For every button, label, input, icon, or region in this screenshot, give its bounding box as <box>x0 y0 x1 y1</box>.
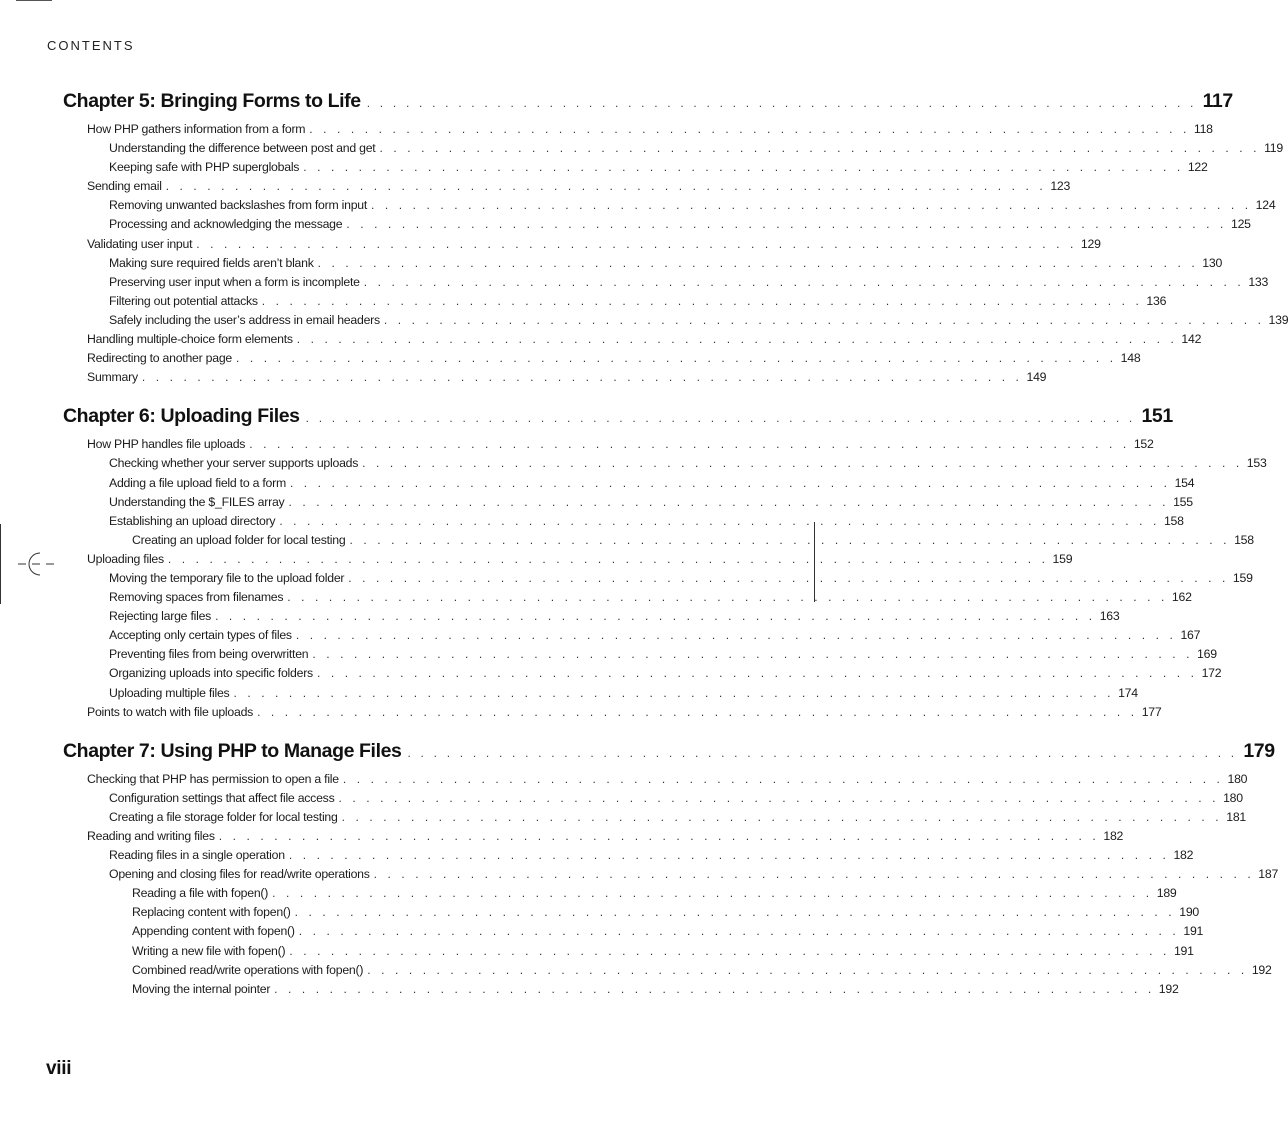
entry-title: Redirecting to another page <box>87 351 233 366</box>
entry-title: Handling multiple-choice form elements <box>87 332 293 347</box>
toc-entry <box>63 531 1254 550</box>
dot-leader: . . . . . . . . . . . . . . . . . . . . . . . . . . . . . . . . . . . . . . . . . . . . . . . . . . . . . . . . . . . . . . . . <box>303 160 1184 175</box>
dot-leader: . . . . . . . . . . . . . . . . . . . . . . . . . . . . . . . . . . . . . . . . . . . . . . . . . . . . . . . . . . . . . . . . <box>288 494 1170 509</box>
entry-title: Removing unwanted backslashes from form input <box>109 198 368 213</box>
entry-title: Understanding the $_FILES array <box>109 494 285 509</box>
toc-entry <box>63 254 1223 273</box>
dot-leader: . . . . . . . . . . . . . . . . . . . . . . . . . . . . . . . . . . . . . . . . . . . . . . . . . . . . . . . . . . . . . . . . <box>289 475 1171 490</box>
chapter-title: Chapter 5: Bringing Forms to Life <box>63 90 361 112</box>
dot-leader: . . . . . . . . . . . . . . . . . . . . . . . . . . . . . . . . . . . . . . . . . . . . . . . . . . . . . . . . . . . . . . . . <box>296 332 1178 347</box>
toc-entry <box>63 846 1194 865</box>
dot-leader: . . . . . . . . . . . . . . . . . . . . . . . . . . . . . . . . . . . . . . . . . . . . . . . . . . . . . . . . . . . . . . . . <box>288 848 1170 863</box>
entry-page-number: 153 <box>1246 456 1267 471</box>
entry-page-number: 158 <box>1234 532 1254 547</box>
entry-title: Making sure required fields aren’t blank <box>109 255 314 270</box>
entry-title: Organizing uploads into specific folders <box>109 666 313 681</box>
entry-title: Removing spaces from filenames <box>109 590 284 605</box>
dot-leader: . . . . . . . . . . . . . . . . . . . . . . . . . . . . . . . . . . . . . . . . . . . . . . . . . . . . . . . . . . . . . . . . <box>272 886 1153 901</box>
entry-page-number: 149 <box>1026 370 1047 385</box>
entry-page-number: 129 <box>1080 236 1101 251</box>
entry-page-number: 158 <box>1163 513 1184 528</box>
toc-entry <box>63 903 1200 922</box>
toc-entry <box>63 512 1184 531</box>
toc-entry <box>63 139 1283 158</box>
entry-page-number: 167 <box>1180 628 1201 643</box>
toc-entry <box>63 664 1222 683</box>
dot-leader: . . . . . . . . . . . . . . . . . . . . . . . . . . . . . . . . . . . . . . . . . . . . . . . . . . . . . . . . . . . . . . . . <box>407 745 1238 760</box>
toc-entry <box>63 435 1154 454</box>
toc-entry <box>63 454 1267 473</box>
entry-title: Checking whether your server supports uploads <box>109 456 359 471</box>
dot-leader: . . . . . . . . . . . . . . . . . . . . . . . . . . . . . . . . . . . . . . . . . . . . . . . . . . . . . . . . . . . . . . . . <box>141 370 1023 385</box>
toc-entry <box>63 808 1247 827</box>
toc-entry <box>63 684 1138 703</box>
entry-title: How PHP gathers information from a form <box>87 122 306 136</box>
entry-title: Creating an upload folder for local testing <box>132 532 346 547</box>
entry-page-number: 152 <box>1133 437 1154 452</box>
dot-leader: . . . . . . . . . . . . . . . . . . . . . . . . . . . . . . . . . . . . . . . . . . . . . . . . . . . . . . . . . . . . . . . . <box>218 829 1100 843</box>
entry-title: Rejecting large files <box>109 609 212 624</box>
entry-title: Points to watch with file uploads <box>87 704 254 719</box>
entry-title: Uploading multiple files <box>109 685 230 700</box>
entry-title: Understanding the difference between post and get <box>109 141 376 156</box>
toc-entry <box>63 703 1162 722</box>
toc-entry <box>63 215 1251 234</box>
toc-entry <box>63 865 1279 884</box>
entry-title: Filtering out potential attacks <box>109 293 258 308</box>
toc-entry <box>63 273 1269 292</box>
entry-page-number: 174 <box>1118 685 1138 700</box>
toc-entry <box>63 120 1213 139</box>
entry-page-number: 159 <box>1232 570 1253 585</box>
entry-page-number: 172 <box>1201 666 1222 681</box>
toc-entry <box>63 235 1101 254</box>
entry-page-number: 148 <box>1120 351 1141 366</box>
entry-title: Safely including the user’s address in email headers <box>109 312 380 327</box>
toc-entry <box>63 789 1243 808</box>
entry-page-number: 191 <box>1173 943 1194 958</box>
toc-entry <box>63 493 1193 512</box>
entry-page-number: 125 <box>1230 217 1251 232</box>
dot-leader: . . . . . . . . . . . . . . . . . . . . . . . . . . . . . . . . . . . . . . . . . . . . . . . . . . . . . . . . . . . . . . . . <box>298 924 1180 939</box>
toc-entry <box>63 961 1272 980</box>
entry-title: Appending content with fopen() <box>132 924 295 939</box>
chapter-title: Chapter 7: Using PHP to Manage Files <box>63 739 402 762</box>
chapter-block <box>63 401 1267 721</box>
toc-entry <box>63 884 1177 903</box>
dot-leader: . . . . . . . . . . . . . . . . . . . . . . . . . . . . . . . . . . . . . . . . . . . . . . . . . . . . . . . . . . . . . . . . <box>233 685 1115 700</box>
entry-page-number: 155 <box>1173 494 1193 509</box>
entry-title: Establishing an upload directory <box>109 513 276 528</box>
left-margin-rule <box>0 524 1 604</box>
dot-leader: . . . . . . . . . . . . . . . . . . . . . . . . . . . . . . . . . . . . . . . . . . . . . . . . . . . . . . . . . . . . . . . . <box>236 351 1117 366</box>
entry-page-number: 182 <box>1103 829 1124 843</box>
entry-list <box>63 770 1279 999</box>
toc-entry <box>63 588 1192 607</box>
dot-leader: . . . . . . . . . . . . . . . . . . . . . . . . . . . . . . . . . . . . . . . . . . . . . . . . . . . . . . . . . . . . . . . . <box>316 666 1198 681</box>
entry-title: Keeping safe with PHP superglobals <box>109 160 300 175</box>
entry-title: Moving the temporary file to the upload folder <box>109 570 345 585</box>
chapter-block <box>63 86 1288 387</box>
dot-leader: . . . . . . . . . . . . . . . . . . . . . . . . . . . . . . . . . . . . . . . . . . . . . . . . . . . . . . . . . . . . . . . . <box>383 312 1265 327</box>
entry-title: Reading files in a single operation <box>109 848 285 863</box>
chapter-page-number: 151 <box>1141 405 1173 428</box>
entry-title: Validating user input <box>87 236 193 251</box>
entry-title: Preventing files from being overwritten <box>109 647 309 662</box>
dot-leader: . . . . . . . . . . . . . . . . . . . . . . . . . . . . . . . . . . . . . . . . . . . . . . . . . . . . . . . . . . . . . . . . <box>312 647 1194 662</box>
entry-page-number: 154 <box>1174 475 1195 490</box>
toc-entry <box>63 196 1276 215</box>
toc-entry <box>63 292 1167 311</box>
dot-leader: . . . . . . . . . . . . . . . . . . . . . . . . . . . . . . . . . . . . . . . . . . . . . . . . . . . . . . . . . . . . . . . . <box>261 293 1143 308</box>
entry-page-number: 124 <box>1255 198 1276 213</box>
entry-title: Writing a new file with fopen() <box>132 943 286 958</box>
chapter-page-number: 117 <box>1202 90 1233 112</box>
toc-entry <box>63 569 1253 588</box>
entry-title: Uploading files <box>87 551 164 566</box>
dot-leader: . . . . . . . . . . . . . . . . . . . . . . . . . . . . . . . . . . . . . . . . . . . . . . . . . . . . . . . . . . . . . . . . <box>215 609 1096 624</box>
entry-title: Processing and acknowledging the message <box>109 217 343 232</box>
running-head: CONTENTS <box>47 38 135 53</box>
entry-title: Adding a file upload field to a form <box>109 475 286 490</box>
dot-leader: . . . . . . . . . . . . . . . . . . . . . . . . . . . . . . . . . . . . . . . . . . . . . . . . . . . . . . . . . . . . . . . . <box>294 905 1176 920</box>
toc-entry <box>63 550 1073 569</box>
entry-title: Reading a file with fopen() <box>132 886 269 901</box>
table-of-contents <box>63 86 1288 999</box>
dot-leader: . . . . . . . . . . . . . . . . . . . . . . . . . . . . . . . . . . . . . . . . . . . . . . . . . . . . . . . . . . . . . . . . <box>305 411 1136 426</box>
toc-entry <box>63 368 1047 387</box>
dot-leader: . . . . . . . . . . . . . . . . . . . . . . . . . . . . . . . . . . . . . . . . . . . . . . . . . . . . . . . . . . . . . . . . <box>309 122 1190 136</box>
dot-leader: . . . . . . . . . . . . . . . . . . . . . . . . . . . . . . . . . . . . . . . . . . . . . . . . . . . . . . . . . . . . . . . . <box>371 198 1252 213</box>
entry-page-number: 180 <box>1227 771 1248 786</box>
entry-title: Sending email <box>87 179 162 194</box>
dot-leader: . . . . . . . . . . . . . . . . . . . . . . . . . . . . . . . . . . . . . . . . . . . . . . . . . . . . . . . . . . . . . . . . <box>346 217 1227 232</box>
entry-page-number: 133 <box>1248 274 1269 289</box>
dot-leader: . . . . . . . . . . . . . . . . . . . . . . . . . . . . . . . . . . . . . . . . . . . . . . . . . . . . . . . . . . . . . . . . <box>338 790 1220 805</box>
chapter-heading <box>63 86 1233 116</box>
dot-leader: . . . . . . . . . . . . . . . . . . . . . . . . . . . . . . . . . . . . . . . . . . . . . . . . . . . . . . . . . . . . . . . . <box>341 809 1223 824</box>
entry-title: Replacing content with fopen() <box>132 905 291 920</box>
entry-page-number: 130 <box>1202 255 1223 270</box>
entry-title: Opening and closing files for read/write operations <box>109 867 370 882</box>
dot-leader: . . . . . . . . . . . . . . . . . . . . . . . . . . . . . . . . . . . . . . . . . . . . . . . . . . . . . . . . . . . . . . . . <box>287 590 1168 605</box>
dot-leader: . . . . . . . . . . . . . . . . . . . . . . . . . . . . . . . . . . . . . . . . . . . . . . . . . . . . . . . . . . . . . . . . <box>249 437 1130 452</box>
entry-title: Accepting only certain types of files <box>109 628 292 643</box>
entry-page-number: 122 <box>1187 160 1208 175</box>
entry-page-number: 191 <box>1183 924 1204 939</box>
toc-entry <box>63 770 1248 789</box>
toc-entry <box>63 980 1179 999</box>
entry-title: Creating a file storage folder for local testing <box>109 809 338 824</box>
chapter-heading <box>63 401 1173 431</box>
dot-leader: . . . . . . . . . . . . . . . . . . . . . . . . . . . . . . . . . . . . . . . . . . . . . . . . . . . . . . . . . . . . . . . . <box>279 513 1160 528</box>
dot-leader: . . . . . . . . . . . . . . . . . . . . . . . . . . . . . . . . . . . . . . . . . . . . . . . . . . . . . . . . . . . . . . . . <box>367 962 1248 977</box>
entry-title: Moving the internal pointer <box>132 981 271 996</box>
entry-page-number: 192 <box>1251 962 1272 977</box>
chapter-block <box>63 736 1279 999</box>
entry-page-number: 159 <box>1052 551 1073 566</box>
dot-leader: . . . . . . . . . . . . . . . . . . . . . . . . . . . . . . . . . . . . . . . . . . . . . . . . . . . . . . . . . . . . . . . . <box>348 570 1229 585</box>
chapter-heading <box>63 736 1275 766</box>
entry-page-number: 182 <box>1173 848 1194 863</box>
entry-list <box>63 435 1267 721</box>
toc-entry <box>63 645 1217 664</box>
dot-leader: . . . . . . . . . . . . . . . . . . . . . . . . . . . . . . . . . . . . . . . . . . . . . . . . . . . . . . . . . . . . . . . . <box>342 771 1224 786</box>
dot-leader: . . . . . . . . . . . . . . . . . . . . . . . . . . . . . . . . . . . . . . . . . . . . . . . . . . . . . . . . . . . . . . . . <box>257 704 1138 719</box>
entry-title: Reading and writing files <box>87 829 215 843</box>
corner-crop-rule <box>16 0 52 1</box>
entry-page-number: 163 <box>1099 609 1120 624</box>
dot-leader: . . . . . . . . . . . . . . . . . . . . . . . . . . . . . . . . . . . . . . . . . . . . . . . . . . . . . . . . . . . . . . . . <box>362 456 1243 471</box>
entry-page-number: 136 <box>1146 293 1167 308</box>
entry-page-number: 123 <box>1050 179 1071 194</box>
toc-entry <box>63 942 1194 961</box>
entry-title: Preserving user input when a form is incomplete <box>109 274 360 289</box>
dot-leader: . . . . . . . . . . . . . . . . . . . . . . . . . . . . . . . . . . . . . . . . . . . . . . . . . . . . . . . . . . . . . . . . <box>165 179 1047 194</box>
dot-leader: . . . . . . . . . . . . . . . . . . . . . . . . . . . . . . . . . . . . . . . . . . . . . . . . . . . . . . . . . . . . . . . . <box>373 867 1255 882</box>
entry-title: Combined read/write operations with fopen() <box>132 962 364 977</box>
toc-entry <box>63 158 1208 177</box>
entry-title: How PHP handles file uploads <box>87 437 246 452</box>
toc-entry <box>63 330 1202 349</box>
entry-page-number: 181 <box>1226 809 1247 824</box>
entry-page-number: 119 <box>1264 141 1283 156</box>
entry-title: Checking that PHP has permission to open a file <box>87 771 339 786</box>
toc-entry <box>63 349 1141 368</box>
entry-page-number: 190 <box>1179 905 1200 920</box>
toc-entry <box>63 827 1124 846</box>
toc-entry <box>63 311 1288 330</box>
dot-leader: . . . . . . . . . . . . . . . . . . . . . . . . . . . . . . . . . . . . . . . . . . . . . . . . . . . . . . . . . . . . . . . . <box>317 255 1199 270</box>
dot-leader: . . . . . . . . . . . . . . . . . . . . . . . . . . . . . . . . . . . . . . . . . . . . . . . . . . . . . . . . . . . . . . . . <box>366 96 1197 110</box>
entry-page-number: 177 <box>1141 704 1162 719</box>
entry-title: Configuration settings that affect file access <box>109 790 335 805</box>
dot-leader: . . . . . . . . . . . . . . . . . . . . . . . . . . . . . . . . . . . . . . . . . . . . . . . . . . . . . . . . . . . . . . . . <box>289 943 1170 958</box>
entry-page-number: 139 <box>1268 312 1288 327</box>
entry-page-number: 180 <box>1223 790 1243 805</box>
registration-mark-icon <box>18 545 56 581</box>
entry-page-number: 192 <box>1158 981 1179 996</box>
dot-leader: . . . . . . . . . . . . . . . . . . . . . . . . . . . . . . . . . . . . . . . . . . . . . . . . . . . . . . . . . . . . . . . . <box>274 981 1155 996</box>
toc-entry <box>63 922 1204 941</box>
dot-leader: . . . . . . . . . . . . . . . . . . . . . . . . . . . . . . . . . . . . . . . . . . . . . . . . . . . . . . . . . . . . . . . . <box>196 236 1077 251</box>
chapter-page-number: 179 <box>1243 739 1275 762</box>
entry-page-number: 142 <box>1181 332 1202 347</box>
dot-leader: . . . . . . . . . . . . . . . . . . . . . . . . . . . . . . . . . . . . . . . . . . . . . . . . . . . . . . . . . . . . . . . . <box>363 274 1245 289</box>
entry-page-number: 169 <box>1197 647 1217 662</box>
dot-leader: . . . . . . . . . . . . . . . . . . . . . . . . . . . . . . . . . . . . . . . . . . . . . . . . . . . . . . . . . . . . . . . . <box>379 141 1261 156</box>
dot-leader: . . . . . . . . . . . . . . . . . . . . . . . . . . . . . . . . . . . . . . . . . . . . . . . . . . . . . . . . . . . . . . . . <box>295 628 1177 643</box>
chapter-title: Chapter 6: Uploading Files <box>63 405 300 428</box>
toc-entry <box>63 607 1120 626</box>
page-folio: viii <box>46 1058 72 1079</box>
entry-page-number: 162 <box>1171 590 1192 605</box>
entry-page-number: 187 <box>1258 867 1279 882</box>
entry-title: Summary <box>87 370 138 385</box>
entry-page-number: 189 <box>1156 886 1177 901</box>
dot-leader: . . . . . . . . . . . . . . . . . . . . . . . . . . . . . . . . . . . . . . . . . . . . . . . . . . . . . . . . . . . . . . . . <box>167 551 1049 566</box>
entry-list <box>63 120 1288 387</box>
toc-entry <box>63 177 1071 196</box>
dot-leader: . . . . . . . . . . . . . . . . . . . . . . . . . . . . . . . . . . . . . . . . . . . . . . . . . . . . . . . . . . . . . . . . <box>349 532 1231 547</box>
entry-page-number: 118 <box>1193 122 1213 136</box>
toc-entry <box>63 474 1195 493</box>
toc-entry <box>63 626 1201 645</box>
